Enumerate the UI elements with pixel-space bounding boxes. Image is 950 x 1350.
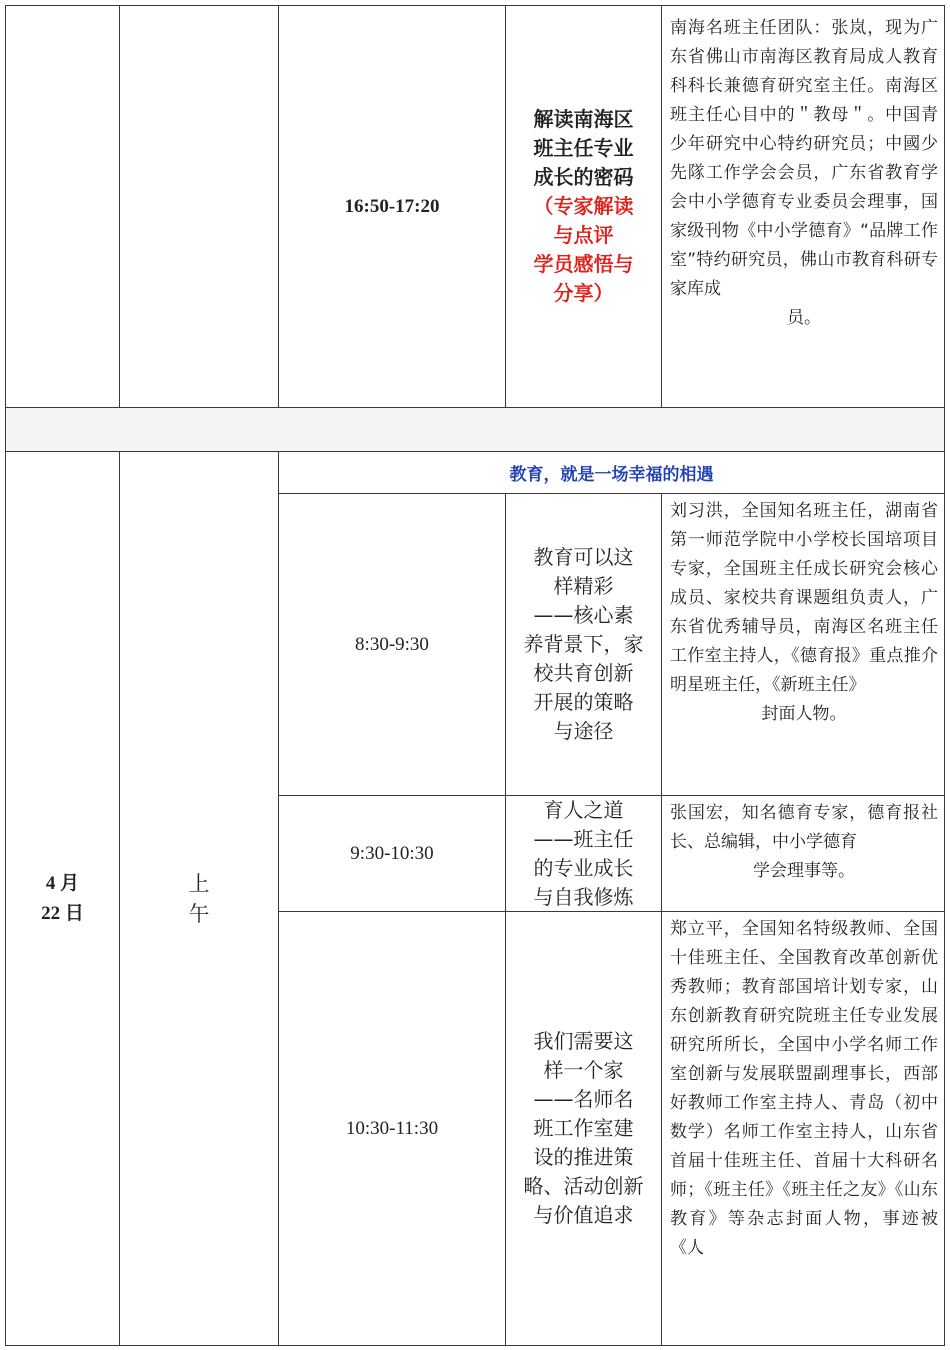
session-1-topic-line-3: ——核心素 — [533, 603, 634, 627]
session-1-time-cell — [278, 493, 506, 796]
date-cell — [5, 451, 120, 1346]
session-3-topic-line-5: 设的推进策 — [533, 1145, 634, 1169]
row1-desc-last: 员。 — [787, 308, 821, 328]
theme-banner-text: 教育，就是一场幸福的相遇 — [509, 465, 714, 485]
session-1-desc-cell — [661, 493, 945, 796]
session-1-topic-line-1: 教育可以这 — [533, 545, 634, 569]
row1-topic-note-2: 与点评 — [553, 223, 614, 247]
date-line-2: 22 日 — [41, 902, 84, 924]
row1-desc: 南海名班主任团队：张岚，现为广东省佛山市南海区教育局成人教育科科长兼德育研究室主任。南海区班主任心目中的＂教母＂。中国青少年研究中心特约研究员；中國少先隊工作学会会员，广东省教育学会中小学德育专业委员会理事，国家级刊物《中小学德育》“品牌工作室”特约研究员，佛山市教育科研专家库成 — [670, 18, 938, 299]
session-3-topic-line-3: ——名师名 — [533, 1087, 634, 1111]
row1-time: 16:50-17:20 — [344, 195, 440, 217]
session-1-topic-line-5: 校共育创新 — [533, 661, 634, 685]
row1-topic-note-1: （专家解读 — [533, 194, 634, 218]
session-2-time: 9:30-10:30 — [350, 842, 434, 864]
session-1-topic-line-4: 养背景下，家 — [523, 632, 644, 656]
row1-topic-line-2: 班主任专业 — [533, 136, 634, 160]
session-2-time-cell — [278, 795, 506, 912]
session-1-desc-last: 封面人物。 — [761, 704, 847, 724]
session-3-topic-cell — [505, 911, 662, 1346]
session-2-topic-line-1: 育人之道 — [543, 797, 624, 822]
row1-desc-cell — [661, 5, 945, 408]
session-3-topic-line-6: 略、活动创新 — [523, 1174, 644, 1198]
date-line-1: 4 月 — [45, 872, 80, 894]
session-3-topic-line-2: 样一个家 — [543, 1058, 624, 1082]
row1-date-cell — [5, 5, 120, 408]
period-line-1: 上 — [188, 871, 210, 896]
row1-topic-note-3: 学员感悟与 — [533, 252, 634, 276]
session-1-topic-line-7: 与途径 — [553, 719, 614, 743]
session-1-topic-line-6: 开展的策略 — [533, 690, 634, 714]
session-2-topic-cell — [505, 795, 662, 912]
session-2-desc-cell — [661, 795, 945, 912]
session-3-topic-line-1: 我们需要这 — [533, 1029, 634, 1053]
session-2-topic-line-3: 的专业成长 — [533, 855, 634, 880]
row1-period-cell — [119, 5, 279, 408]
period-line-2: 午 — [188, 901, 210, 926]
session-1-topic-line-2: 样精彩 — [553, 574, 614, 598]
session-1-desc: 刘习洪，全国知名班主任，湖南省第一师范学院中小学校长国培项目专家，全国班主任成长研究会核心成员、家校共育课题组负责人，广东省优秀辅导员，南海区名班主任工作室主持人，《德育报》重点推介明星班主任，《新班主任》 — [670, 501, 938, 695]
row1-topic-line-1: 解读南海区 — [533, 107, 634, 131]
period-cell — [119, 451, 279, 1346]
row1-time-cell — [278, 5, 506, 408]
session-1-topic-cell — [505, 493, 662, 796]
session-3-desc: 郑立平，全国知名特级教师、全国十佳班主任、全国教育改革创新优秀教师；教育部国培计划专家，山东创新教育研究院班主任专业发展研究所所长，全国中小学名师工作室创新与发展联盟副理事长，西部好教师工作室主持人、青岛（初中数学）名师工作室主持人，山东省首届十佳班主任、首届十大科研名师；《班主任》《班主任之友》《山东教育》等杂志封面人物，事迹被《人 — [670, 919, 938, 1258]
spacer-row — [5, 407, 945, 452]
session-2-topic-line-4: 与自我修炼 — [533, 884, 634, 909]
session-2-topic-line-2: ——班主任 — [533, 826, 634, 851]
session-3-time-cell — [278, 911, 506, 1346]
session-3-time: 10:30-11:30 — [345, 1117, 439, 1139]
row1-topic-line-3: 成长的密码 — [533, 165, 634, 189]
theme-banner — [278, 451, 945, 494]
session-3-topic-line-4: 班工作室建 — [533, 1116, 634, 1140]
session-3-desc-cell — [661, 911, 945, 1346]
session-3-topic-line-7: 与价值追求 — [533, 1203, 634, 1227]
session-2-desc: 张国宏，知名德育专家，德育报社长、总编辑，中小学德育 — [670, 803, 938, 852]
session-1-time: 8:30-9:30 — [355, 633, 429, 655]
row1-topic-cell — [505, 5, 662, 408]
row1-topic-note-4: 分享） — [553, 281, 614, 305]
session-2-desc-last: 学会理事等。 — [753, 861, 855, 881]
